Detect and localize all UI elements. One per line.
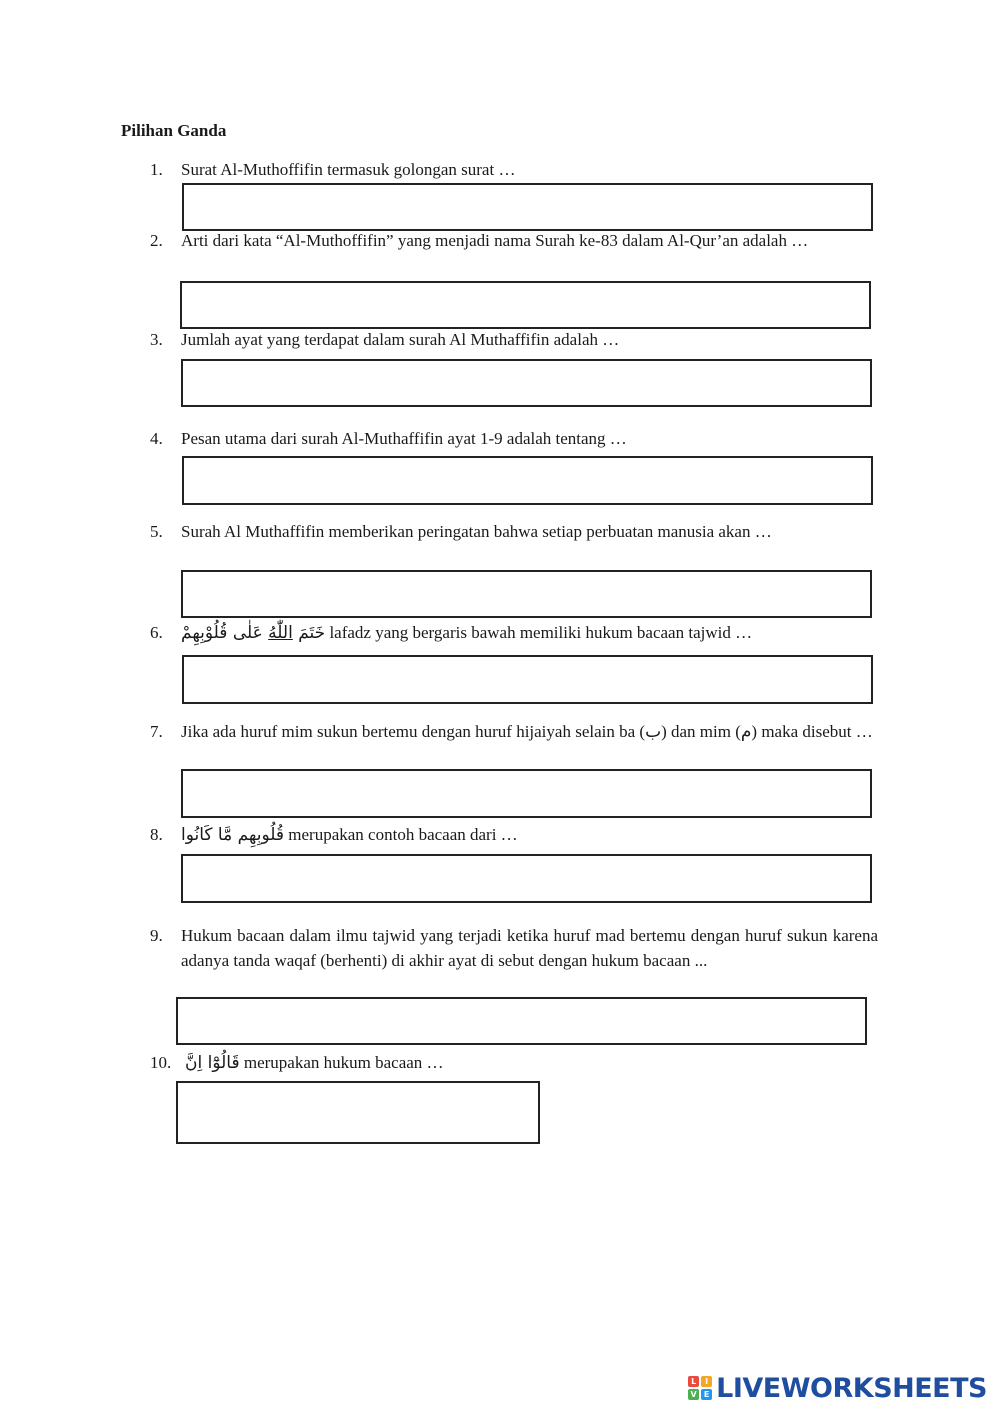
question-text: Surah Al Muthaffifin memberikan peringatan bahwa setiap perbuatan manusia akan … bbox=[181, 522, 772, 541]
question-5 bbox=[150, 520, 878, 545]
question-number: 2. bbox=[150, 231, 163, 250]
question-number: 7. bbox=[150, 722, 163, 741]
logo-icon bbox=[688, 1376, 712, 1400]
answer-input-6[interactable] bbox=[182, 655, 873, 704]
question-text: merupakan hukum bacaan … bbox=[239, 1053, 444, 1072]
answer-input-10[interactable] bbox=[176, 1081, 540, 1144]
question-text: Arti dari kata “Al-Muthoffifin” yang menjadi nama Surah ke-83 dalam Al-Qur’an adalah … bbox=[181, 231, 809, 250]
arabic-letter-mim: م bbox=[740, 722, 752, 742]
underlined-word: اللّٰهُ bbox=[268, 623, 293, 643]
question-number: 6. bbox=[150, 623, 163, 642]
answer-input-7[interactable] bbox=[181, 769, 872, 818]
question-10 bbox=[150, 1051, 878, 1076]
answer-input-2[interactable] bbox=[180, 281, 871, 329]
answer-input-8[interactable] bbox=[181, 854, 872, 903]
arabic-phrase: خَتَمَ اللّٰهُ عَلٰى قُلُوْبِهِمْ bbox=[181, 623, 326, 643]
question-number: 1. bbox=[150, 160, 163, 179]
question-number: 4. bbox=[150, 429, 163, 448]
question-text: Jumlah ayat yang terdapat dalam surah Al Muthaffifin adalah … bbox=[181, 330, 620, 349]
question-number: 10. bbox=[150, 1053, 172, 1072]
answer-input-9[interactable] bbox=[176, 997, 867, 1045]
question-text: Surat Al-Muthoffifin termasuk golongan surat … bbox=[181, 160, 516, 179]
answer-input-1[interactable] bbox=[182, 183, 873, 231]
question-number: 9. bbox=[150, 926, 163, 945]
arabic-phrase: قَالُوْٓا اِنَّ bbox=[185, 1053, 240, 1073]
question-text: lafadz yang bergaris bawah memiliki hukum bacaan tajwid … bbox=[325, 623, 753, 642]
section-title: Pilihan Ganda bbox=[121, 121, 227, 140]
question-2 bbox=[150, 229, 878, 254]
answer-input-5[interactable] bbox=[181, 570, 872, 618]
logo-text: LIVEWORKSHEETS bbox=[716, 1372, 987, 1404]
question-1 bbox=[150, 158, 878, 183]
logo-tile-l: L bbox=[688, 1376, 699, 1387]
question-3 bbox=[150, 328, 878, 353]
logo-tile-e: E bbox=[701, 1389, 712, 1400]
answer-input-3[interactable] bbox=[181, 359, 872, 407]
liveworksheets-logo bbox=[688, 1372, 987, 1404]
arabic-letter-ba: ب bbox=[645, 722, 662, 742]
logo-tile-i: I bbox=[701, 1376, 712, 1387]
question-4 bbox=[150, 427, 878, 452]
arabic-phrase: قُلُوبِهِم مَّا كَانُوا bbox=[181, 825, 285, 845]
question-6 bbox=[150, 621, 878, 646]
question-text: merupakan contoh bacaan dari … bbox=[284, 825, 518, 844]
question-text: Pesan utama dari surah Al-Muthaffifin ayat 1-9 adalah tentang … bbox=[181, 429, 627, 448]
question-number: 8. bbox=[150, 825, 163, 844]
question-number: 5. bbox=[150, 522, 163, 541]
question-7: 7. Jika ada huruf mim sukun bertemu dengan huruf hijaiyah selain ba (ب) dan mim (م) maka disebut … bbox=[150, 720, 878, 745]
logo-tile-v: V bbox=[688, 1389, 699, 1400]
answer-input-4[interactable] bbox=[182, 456, 873, 505]
question-number: 3. bbox=[150, 330, 163, 349]
question-8 bbox=[150, 823, 878, 848]
question-text: Hukum bacaan dalam ilmu tajwid yang terjadi ketika huruf mad bertemu dengan huruf sukun karena adanya tanda waqaf (berhenti) di akhir ayat di sebut dengan hukum bacaan ... bbox=[181, 926, 878, 970]
question-9 bbox=[150, 924, 878, 973]
